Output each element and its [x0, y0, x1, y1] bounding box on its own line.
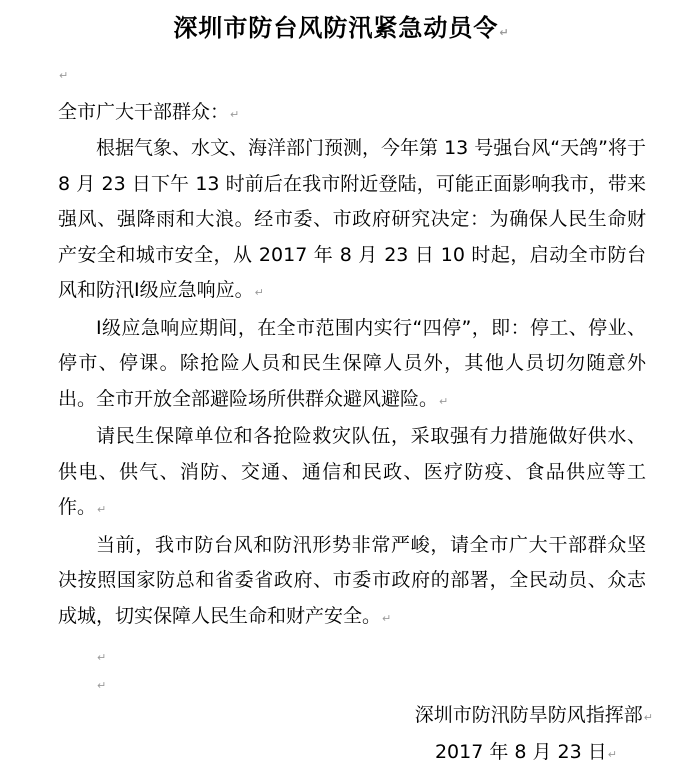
paragraph-mark-icon: ↵: [97, 651, 107, 664]
blank-line: [96, 674, 106, 694]
paragraph-mobilization: 当前，我市防台风和防汛形势非常严峻，请全市广大干部群众坚决按照国家防总和省委省政府、市委市政府的部署，全民动员、众志成城，切实保障人民生命和财产安全。↵: [58, 533, 646, 627]
document-title: 深圳市防台风防汛紧急动员令↵: [173, 14, 510, 42]
paragraph-support-units: 请民生保障单位和各抢险救灾队伍，采取强有力措施做好供水、供电、供气、消防、交通、通信和民政、医疗防疫、食品供应等工作。↵: [58, 425, 646, 518]
blank-line: [96, 646, 106, 666]
blank-line: [58, 64, 68, 84]
paragraph-four-stops: Ⅰ级应急响应期间，在全市范围内实行“四停”，即：停工、停业、停市、停课。除抢险人员和民生保障人员外，其他人员切勿随意外出。全市开放全部避险场所供群众避风避险。↵: [58, 316, 646, 410]
paragraph-mark-icon: ↵: [254, 286, 264, 299]
paragraph-mark-icon: ↵: [643, 711, 653, 724]
signature: 深圳市防汛防旱防风指挥部↵: [414, 704, 653, 726]
paragraph-forecast: 根据气象、水文、海洋部门预测，今年第 13 号强台风“天鸽”将于 8 月 23 日下午 13 时前后在我市附近登陆，可能正面影响我市，带来强风、强降雨和大浪。经市委、市政府研究决定：为确保人民生命财产安全和城市安全，从 2017 年 8 月 23 日 10 时起，启动全市防台风和防汛Ⅰ级应急响应。↵: [58, 137, 646, 301]
document-date: 2017 年 8 月 23 日↵: [434, 741, 617, 763]
paragraph-mark-icon: ↵: [499, 26, 510, 39]
paragraph-mark-icon: ↵: [97, 503, 107, 516]
paragraph-mark-icon: ↵: [97, 679, 107, 692]
paragraph-mark-icon: ↵: [607, 748, 617, 761]
document-body: [58, 131, 646, 636]
paragraph-mark-icon: ↵: [230, 108, 240, 121]
paragraph-mark-icon: ↵: [59, 69, 69, 82]
paragraph-mark-icon: ↵: [382, 611, 392, 625]
paragraph-mark-icon: ↵: [439, 394, 449, 408]
salutation: 全市广大干部群众：↵: [58, 101, 240, 123]
